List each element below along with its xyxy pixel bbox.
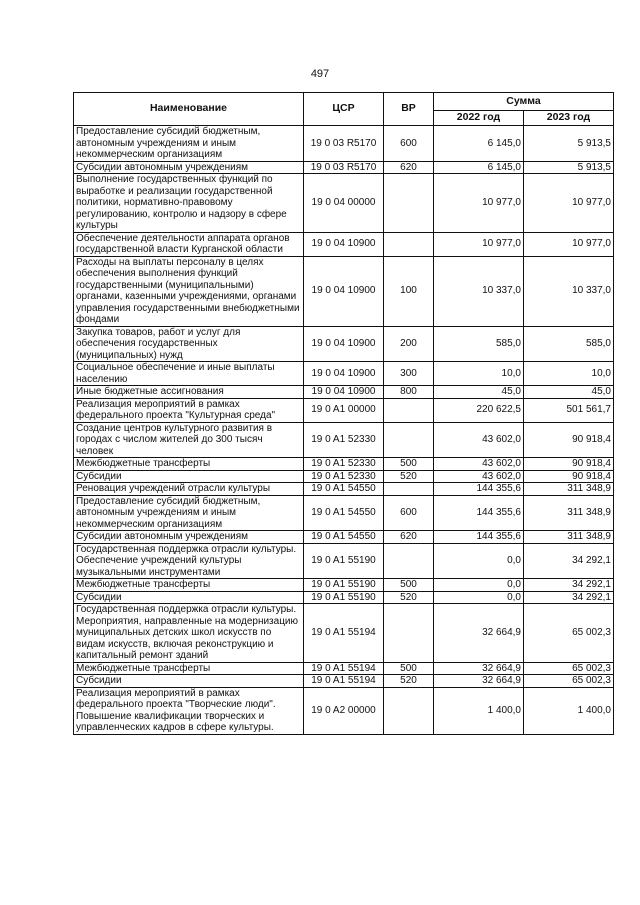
row-sum-2022: 0,0 bbox=[434, 543, 524, 579]
row-sum-2023: 311 348,9 bbox=[524, 531, 614, 544]
row-csr: 19 0 A1 52330 bbox=[304, 422, 384, 458]
row-name: Предоставление субсидий бюджетным, автономным учреждениям и иным некоммерческим организациям bbox=[74, 126, 304, 162]
row-sum-2022: 6 145,0 bbox=[434, 126, 524, 162]
row-sum-2023: 10 977,0 bbox=[524, 232, 614, 256]
row-vr: 520 bbox=[384, 470, 434, 483]
row-sum-2022: 10,0 bbox=[434, 362, 524, 386]
row-vr: 520 bbox=[384, 675, 434, 688]
row-sum-2022: 32 664,9 bbox=[434, 662, 524, 675]
table-row bbox=[74, 579, 614, 592]
row-csr: 19 0 04 10900 bbox=[304, 256, 384, 326]
row-sum-2023: 311 348,9 bbox=[524, 483, 614, 496]
row-csr: 19 0 03 R5170 bbox=[304, 161, 384, 174]
row-csr: 19 0 A1 55194 bbox=[304, 675, 384, 688]
table-row bbox=[74, 483, 614, 496]
row-name: Межбюджетные трансферты bbox=[74, 458, 304, 471]
row-csr: 19 0 04 10900 bbox=[304, 232, 384, 256]
row-vr bbox=[384, 232, 434, 256]
row-sum-2023: 90 918,4 bbox=[524, 458, 614, 471]
table-row bbox=[74, 422, 614, 458]
row-sum-2022: 144 355,6 bbox=[434, 483, 524, 496]
row-sum-2023: 34 292,1 bbox=[524, 579, 614, 592]
row-sum-2022: 6 145,0 bbox=[434, 161, 524, 174]
row-vr: 520 bbox=[384, 591, 434, 604]
row-vr: 100 bbox=[384, 256, 434, 326]
header-sum: Сумма bbox=[434, 93, 614, 111]
row-name: Реализация мероприятий в рамках федерального проекта "Культурная среда" bbox=[74, 398, 304, 422]
row-sum-2023: 65 002,3 bbox=[524, 662, 614, 675]
row-vr: 500 bbox=[384, 662, 434, 675]
row-csr: 19 0 A1 55190 bbox=[304, 579, 384, 592]
row-csr: 19 0 A1 55190 bbox=[304, 543, 384, 579]
row-name: Расходы на выплаты персоналу в целях обеспечения выполнения функций государственными (муниципальными) органами, казенными учреждениями, органами управления государственными внебюджетными фондами bbox=[74, 256, 304, 326]
row-csr: 19 0 A1 54550 bbox=[304, 483, 384, 496]
table-row bbox=[74, 604, 614, 663]
row-sum-2023: 585,0 bbox=[524, 326, 614, 362]
row-sum-2023: 10,0 bbox=[524, 362, 614, 386]
row-csr: 19 0 03 R5170 bbox=[304, 126, 384, 162]
row-vr bbox=[384, 398, 434, 422]
row-name: Обеспечение деятельности аппарата органов государственной власти Курганской области bbox=[74, 232, 304, 256]
row-name: Субсидии автономным учреждениям bbox=[74, 161, 304, 174]
row-name: Социальное обеспечение и иные выплаты населению bbox=[74, 362, 304, 386]
row-vr: 600 bbox=[384, 495, 434, 531]
row-vr: 620 bbox=[384, 161, 434, 174]
row-sum-2022: 220 622,5 bbox=[434, 398, 524, 422]
row-vr: 800 bbox=[384, 386, 434, 399]
table-row bbox=[74, 687, 614, 734]
row-vr: 620 bbox=[384, 531, 434, 544]
row-name: Государственная поддержка отрасли культуры. Мероприятия, направленные на модернизацию муниципальных детских школ искусств по видам искусств, включая реконструкцию и капитальный ремонт зданий bbox=[74, 604, 304, 663]
row-sum-2023: 65 002,3 bbox=[524, 675, 614, 688]
row-name: Межбюджетные трансферты bbox=[74, 662, 304, 675]
table-row bbox=[74, 398, 614, 422]
row-vr: 600 bbox=[384, 126, 434, 162]
row-sum-2022: 43 602,0 bbox=[434, 422, 524, 458]
table-row bbox=[74, 531, 614, 544]
table-row bbox=[74, 362, 614, 386]
row-sum-2023: 45,0 bbox=[524, 386, 614, 399]
row-sum-2022: 10 337,0 bbox=[434, 256, 524, 326]
table-row bbox=[74, 161, 614, 174]
table-row bbox=[74, 174, 614, 233]
row-vr: 300 bbox=[384, 362, 434, 386]
row-csr: 19 0 04 10900 bbox=[304, 326, 384, 362]
row-sum-2022: 144 355,6 bbox=[434, 531, 524, 544]
row-sum-2023: 90 918,4 bbox=[524, 422, 614, 458]
row-sum-2023: 1 400,0 bbox=[524, 687, 614, 734]
row-name: Государственная поддержка отрасли культуры. Обеспечение учреждений культуры музыкальными инструментами bbox=[74, 543, 304, 579]
page-number: 497 bbox=[310, 68, 330, 80]
row-sum-2022: 10 977,0 bbox=[434, 174, 524, 233]
row-sum-2022: 45,0 bbox=[434, 386, 524, 399]
row-sum-2023: 5 913,5 bbox=[524, 161, 614, 174]
row-sum-2022: 144 355,6 bbox=[434, 495, 524, 531]
row-sum-2022: 10 977,0 bbox=[434, 232, 524, 256]
budget-table bbox=[73, 92, 614, 735]
header-name: Наименование bbox=[74, 93, 304, 126]
row-sum-2023: 311 348,9 bbox=[524, 495, 614, 531]
table-row bbox=[74, 495, 614, 531]
row-name: Предоставление субсидий бюджетным, автономным учреждениям и иным некоммерческим организациям bbox=[74, 495, 304, 531]
row-vr bbox=[384, 483, 434, 496]
row-vr: 500 bbox=[384, 579, 434, 592]
table-row bbox=[74, 386, 614, 399]
row-name: Выполнение государственных функций по выработке и реализации государственной политики, нормативно-правовому регулированию, контролю и надзору в сфере культуры bbox=[74, 174, 304, 233]
row-csr: 19 0 A1 54550 bbox=[304, 531, 384, 544]
row-name: Реализация мероприятий в рамках федерального проекта "Творческие люди". Повышение квалификации творческих и управленческих кадров в сфере культуры. bbox=[74, 687, 304, 734]
row-sum-2023: 10 337,0 bbox=[524, 256, 614, 326]
row-vr bbox=[384, 687, 434, 734]
row-sum-2023: 34 292,1 bbox=[524, 591, 614, 604]
row-sum-2022: 43 602,0 bbox=[434, 458, 524, 471]
table-row bbox=[74, 675, 614, 688]
table-row bbox=[74, 458, 614, 471]
row-name: Межбюджетные трансферты bbox=[74, 579, 304, 592]
row-sum-2022: 1 400,0 bbox=[434, 687, 524, 734]
row-csr: 19 0 A1 55190 bbox=[304, 591, 384, 604]
row-sum-2022: 32 664,9 bbox=[434, 675, 524, 688]
row-sum-2023: 501 561,7 bbox=[524, 398, 614, 422]
header-year-2023: 2023 год bbox=[524, 111, 614, 126]
row-sum-2022: 43 602,0 bbox=[434, 470, 524, 483]
row-sum-2022: 0,0 bbox=[434, 579, 524, 592]
row-vr: 500 bbox=[384, 458, 434, 471]
table-row bbox=[74, 232, 614, 256]
row-csr: 19 0 A2 00000 bbox=[304, 687, 384, 734]
row-csr: 19 0 A1 54550 bbox=[304, 495, 384, 531]
row-name: Закупка товаров, работ и услуг для обеспечения государственных (муниципальных) нужд bbox=[74, 326, 304, 362]
row-vr: 200 bbox=[384, 326, 434, 362]
header-csr: ЦСР bbox=[304, 93, 384, 126]
row-name: Создание центров культурного развития в городах с числом жителей до 300 тысяч человек bbox=[74, 422, 304, 458]
row-vr bbox=[384, 543, 434, 579]
row-csr: 19 0 A1 55194 bbox=[304, 604, 384, 663]
row-csr: 19 0 04 00000 bbox=[304, 174, 384, 233]
row-name: Реновация учреждений отрасли культуры bbox=[74, 483, 304, 496]
row-name: Субсидии автономным учреждениям bbox=[74, 531, 304, 544]
row-csr: 19 0 A1 52330 bbox=[304, 458, 384, 471]
table-row bbox=[74, 256, 614, 326]
row-csr: 19 0 A1 55194 bbox=[304, 662, 384, 675]
row-sum-2022: 585,0 bbox=[434, 326, 524, 362]
table-row bbox=[74, 591, 614, 604]
row-sum-2022: 32 664,9 bbox=[434, 604, 524, 663]
row-sum-2023: 34 292,1 bbox=[524, 543, 614, 579]
header-vr: ВР bbox=[384, 93, 434, 126]
row-vr bbox=[384, 422, 434, 458]
table-row bbox=[74, 470, 614, 483]
row-sum-2022: 0,0 bbox=[434, 591, 524, 604]
row-vr bbox=[384, 174, 434, 233]
row-sum-2023: 10 977,0 bbox=[524, 174, 614, 233]
row-csr: 19 0 A1 52330 bbox=[304, 470, 384, 483]
row-vr bbox=[384, 604, 434, 663]
row-name: Субсидии bbox=[74, 591, 304, 604]
table-row bbox=[74, 126, 614, 162]
table-row bbox=[74, 326, 614, 362]
row-sum-2023: 5 913,5 bbox=[524, 126, 614, 162]
row-csr: 19 0 04 10900 bbox=[304, 362, 384, 386]
row-csr: 19 0 A1 00000 bbox=[304, 398, 384, 422]
row-sum-2023: 65 002,3 bbox=[524, 604, 614, 663]
row-name: Субсидии bbox=[74, 470, 304, 483]
row-name: Иные бюджетные ассигнования bbox=[74, 386, 304, 399]
table-row bbox=[74, 662, 614, 675]
table-row bbox=[74, 543, 614, 579]
row-name: Субсидии bbox=[74, 675, 304, 688]
row-csr: 19 0 04 10900 bbox=[304, 386, 384, 399]
header-year-2022: 2022 год bbox=[434, 111, 524, 126]
row-sum-2023: 90 918,4 bbox=[524, 470, 614, 483]
